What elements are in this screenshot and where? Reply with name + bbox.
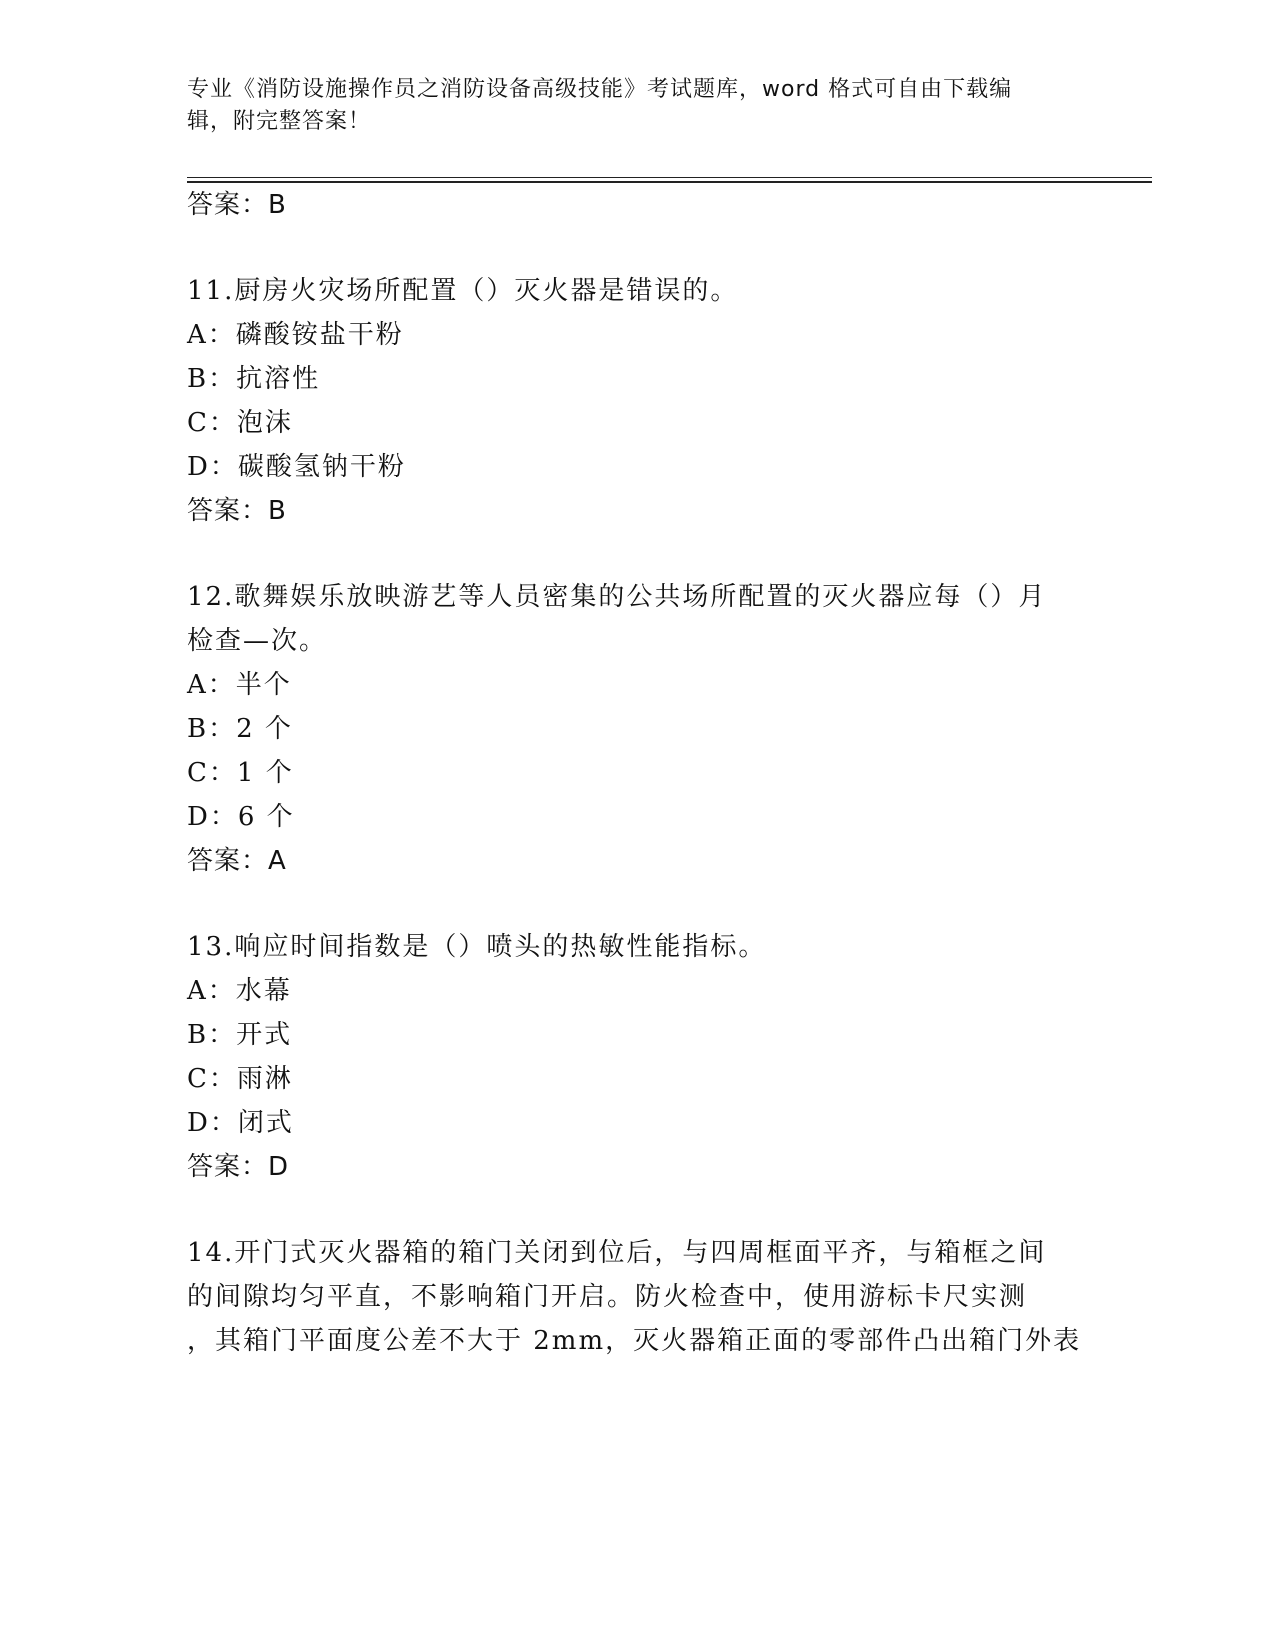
question-13-option-a: A：水幕 [187,976,292,1006]
question-13-option-b: B：开式 [187,1020,293,1050]
question-12-text-line-2: 检查—次。 [187,626,328,656]
question-12-option-d: D：6 个 [187,802,295,832]
question-13-text: 13.响应时间指数是（）喷头的热敏性能指标。 [187,932,767,962]
question-11-option-b: B：抗溶性 [187,364,321,394]
question-12-option-b: B：2 个 [187,714,293,744]
document-header [187,74,1067,138]
header-divider-thin [187,177,1152,178]
question-11-option-a: A：磷酸铵盐干粉 [187,320,404,350]
question-14-text-line-3: ，其箱门平面度公差不大于 2mm，灭火器箱正面的零部件凸出箱门外表 [187,1326,1082,1356]
header-divider-thick [187,181,1152,183]
question-13-option-c: C：雨淋 [187,1064,293,1094]
question-12-text-line-1: 12.歌舞娱乐放映游艺等人员密集的公共场所配置的灭火器应每（）月 [187,582,1047,612]
question-12-answer: 答案：A [187,846,287,876]
question-14-text-line-2: 的间隙均匀平直，不影响箱门开启。防火检查中，使用游标卡尺实测 [187,1282,1028,1312]
question-13-answer: 答案：D [187,1152,290,1182]
header-line-1: 专业《消防设施操作员之消防设备高级技能》考试题库，word 格式可自由下载编 [187,77,1013,102]
question-11-option-d: D：碳酸氢钠干粉 [187,452,406,482]
question-12-option-c: C：1 个 [187,758,294,788]
previous-answer: 答案：B [187,190,287,220]
question-13-option-d: D：闭式 [187,1108,294,1138]
header-line-2: 辑，附完整答案！ [187,109,372,134]
question-11-answer: 答案：B [187,496,287,526]
question-11-option-c: C：泡沫 [187,408,293,438]
question-12-option-a: A：半个 [187,670,292,700]
question-14-text-line-1: 14.开门式灭火器箱的箱门关闭到位后，与四周框面平齐，与箱框之间 [187,1238,1047,1268]
question-11-text: 11.厨房火灾场所配置（）灭火器是错误的。 [187,276,739,306]
